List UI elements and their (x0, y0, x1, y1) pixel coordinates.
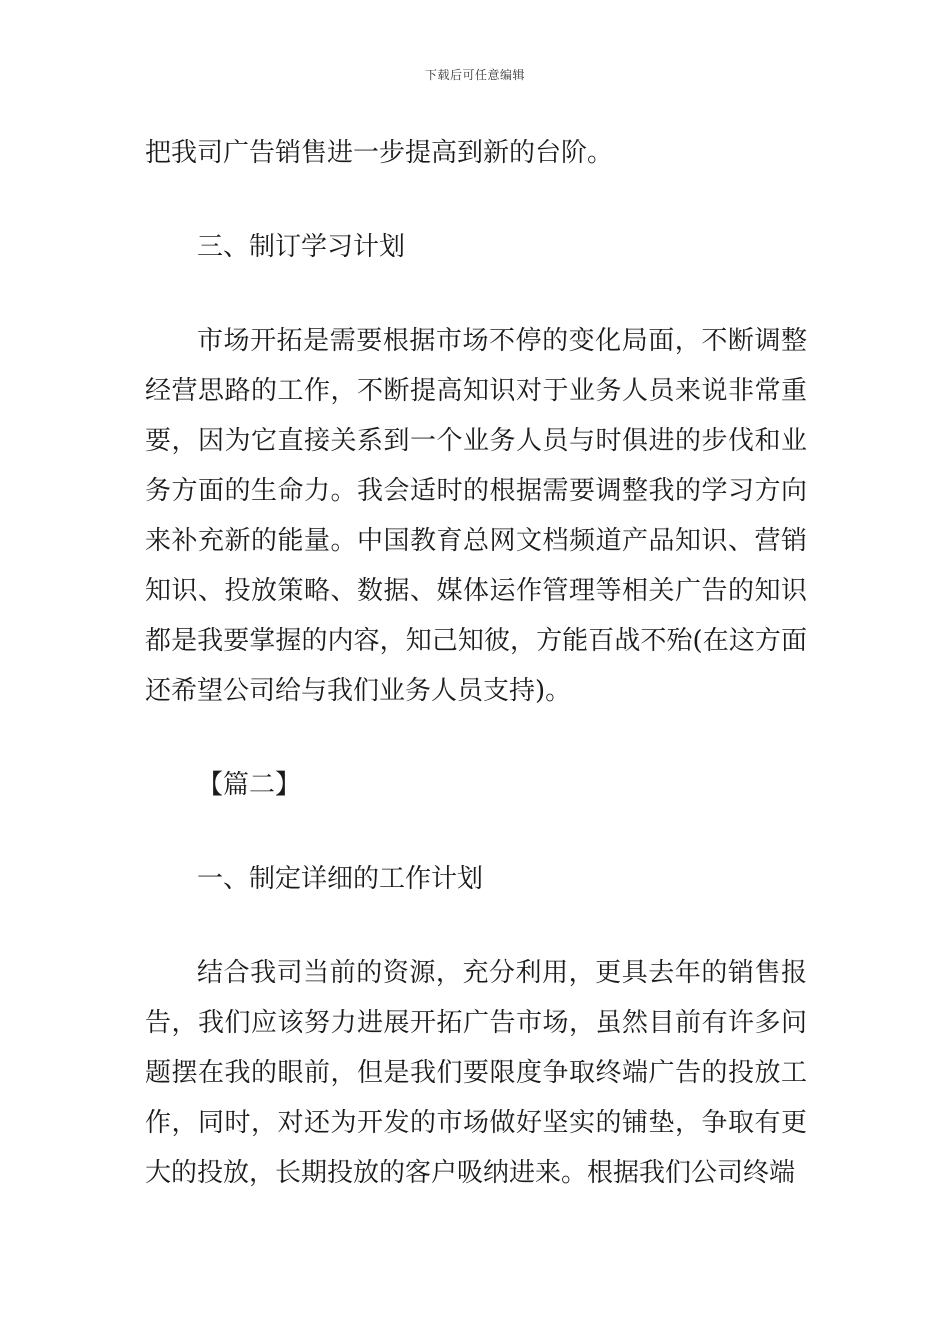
section-label-part-two: 【篇二】 (197, 770, 302, 800)
heading-work-plan: 一、制定详细的工作计划 (197, 864, 484, 894)
page-header-note: 下载后可任意编辑 (424, 68, 525, 82)
paragraph-study: 市场开拓是需要根据市场不停的变化局面，不断调整经营思路的工作，不断提高知识对于业务人员来说非常重要，因为它直接关系到一个业务人员与时俱进的步伐和业务方面的生命力。我会适时的根据需要调整我的学习方向来补充新的能量。中国教育总网文档频道产品知识、营销知识、投放策略、数据、媒体运作管理等相关广告的知识都是我要掌握的内容，知己知彼，方能百战不殆(在这方面还希望公司给与我们业务人员支持)。 (145, 326, 807, 706)
document-body (145, 128, 807, 1198)
paragraph-work-plan: 结合我司当前的资源，充分利用，更具去年的销售报告，我们应该努力进展开拓广告市场，虽然目前有许多问题摆在我的眼前，但是我们要限度争取终端广告的投放工作，同时，对还为开发的市场做好坚实的铺垫，争取有更大的投放，长期投放的客户吸纳进来。根据我们公司终端 (145, 958, 807, 1188)
heading-study-plan: 三、制订学习计划 (197, 232, 406, 262)
continuation-paragraph: 把我司广告销售进一步提高到新的台阶。 (145, 138, 614, 168)
